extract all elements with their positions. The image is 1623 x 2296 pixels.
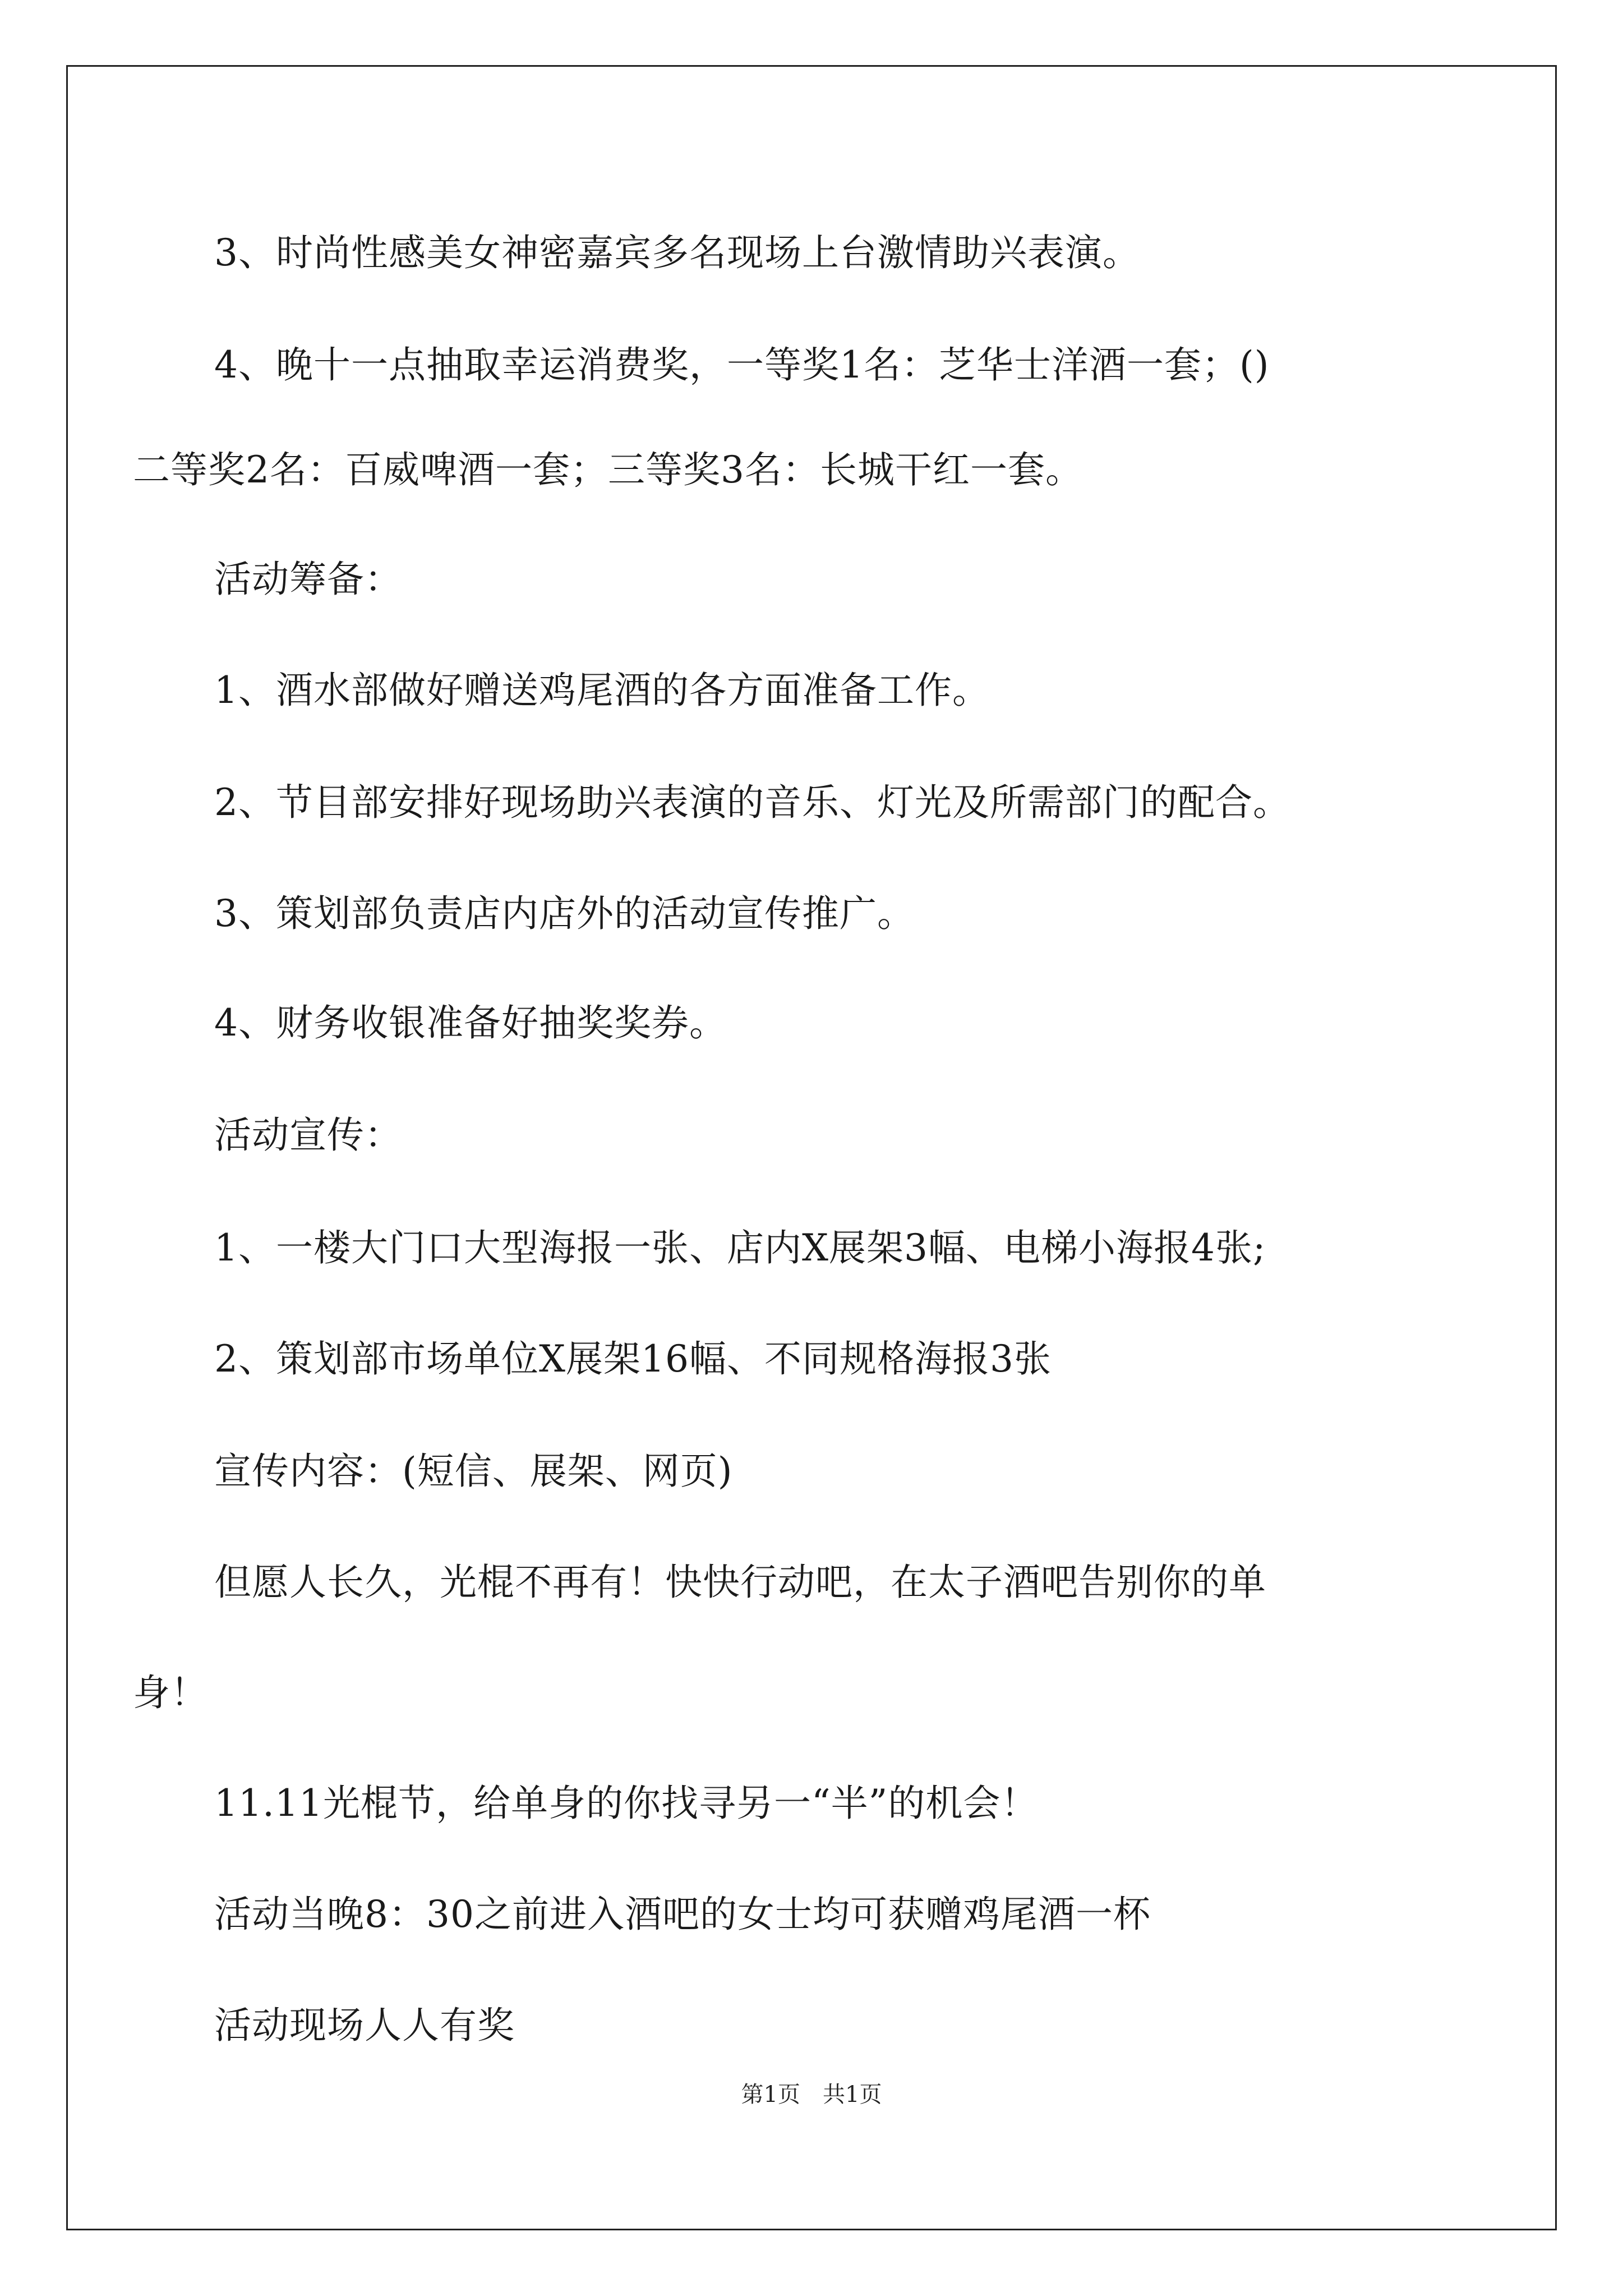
section-heading: 活动筹备： (214, 558, 402, 601)
paragraph: 11.11光棍节，给单身的你找寻另一“半”的机会！ (214, 1782, 1039, 1825)
paragraph: 宣传内容：(短信、展架、网页) (214, 1450, 733, 1493)
paragraph-continuation: 身！ (133, 1671, 208, 1714)
paragraph: 4、晚十一点抽取幸运消费奖，一等奖1名：芝华士洋酒一套；() (214, 343, 1270, 386)
paragraph: 3、策划部负责店内店外的活动宣传推广。 (214, 892, 915, 935)
page-number-footer: 第1页 共1页 (741, 2082, 882, 2108)
paragraph: 2、策划部市场单位X展架16幅、不同规格海报3张 (214, 1337, 1052, 1381)
section-heading: 活动宣传： (214, 1114, 402, 1157)
paragraph: 2、节目部安排好现场助兴表演的音乐、灯光及所需部门的配合。 (214, 781, 1290, 824)
paragraph: 1、酒水部做好赠送鸡尾酒的各方面准备工作。 (214, 669, 990, 712)
paragraph: 3、时尚性感美女神密嘉宾多名现场上台激情助兴表演。 (214, 231, 1140, 274)
paragraph-continuation: 二等奖2名：百威啤酒一套；三等奖3名：长城干红一套。 (133, 448, 1083, 491)
paragraph: 4、财务收银准备好抽奖奖券。 (214, 1001, 727, 1045)
paragraph: 活动当晚8：30之前进入酒吧的女士均可获赠鸡尾酒一杯 (214, 1893, 1151, 1936)
paragraph: 1、一楼大门口大型海报一张、店内X展架3幅、电梯小海报4张; (214, 1226, 1266, 1269)
paragraph: 但愿人长久，光棍不再有！快快行动吧，在太子酒吧告别你的单 (214, 1561, 1266, 1604)
paragraph: 活动现场人人有奖 (214, 2004, 515, 2047)
